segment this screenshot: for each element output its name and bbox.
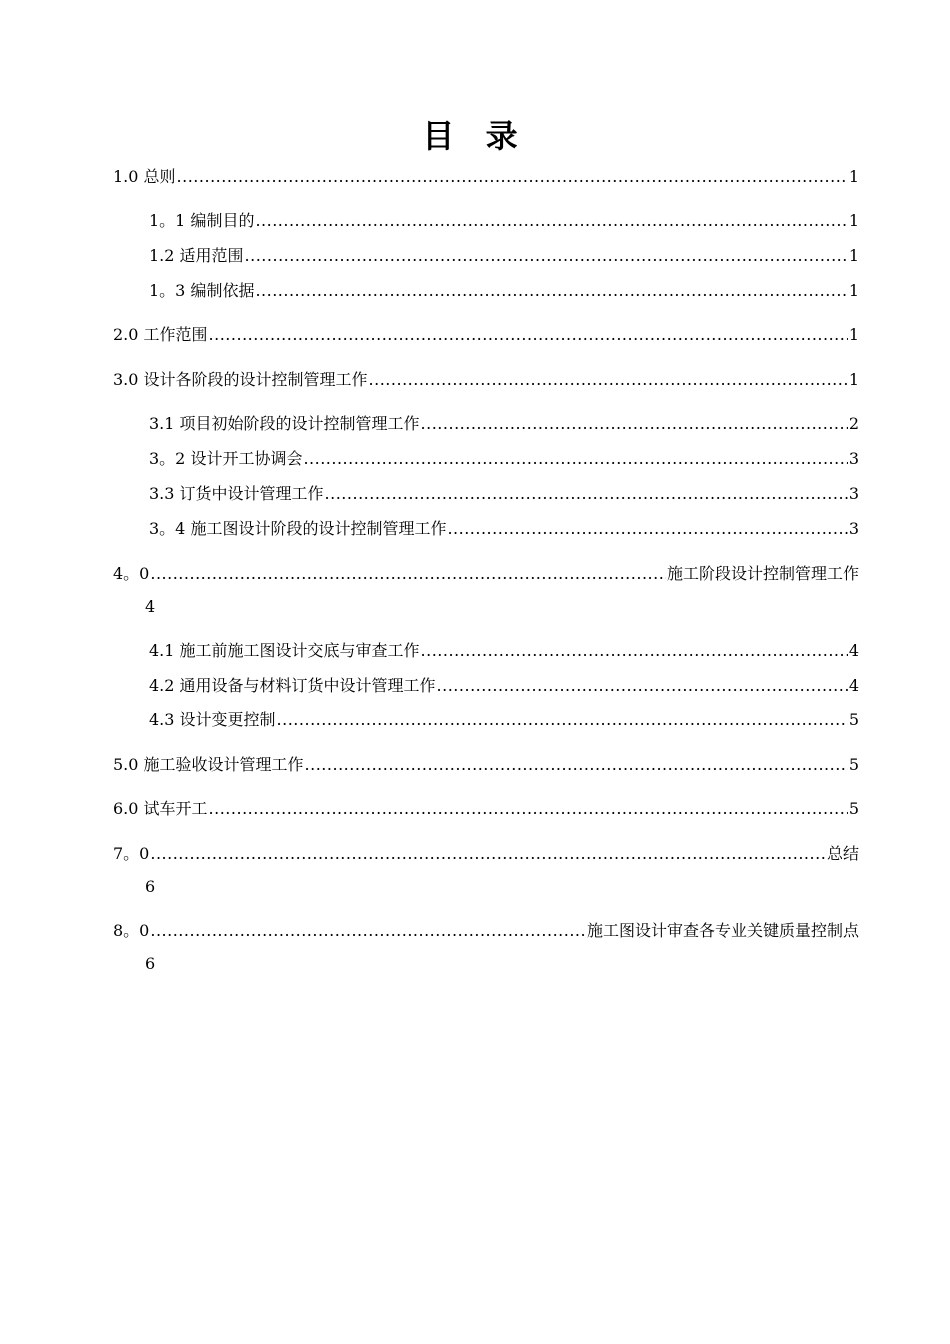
toc-entry-label: 1.2 适用范围 bbox=[149, 246, 244, 265]
toc-leader-dots bbox=[255, 210, 847, 232]
toc-entry-trailing-text: 施工图设计审查各专业关键质量控制点 bbox=[586, 921, 859, 940]
toc-entry-level1[interactable] bbox=[113, 798, 859, 820]
toc-entry-label: 4.1 施工前施工图设计交底与审查工作 bbox=[149, 641, 420, 660]
toc-leader-dots bbox=[150, 843, 826, 865]
toc-leader-dots bbox=[177, 166, 848, 188]
toc-entry-label: 4.2 通用设备与材料订货中设计管理工作 bbox=[149, 676, 436, 695]
toc-entry-label: 1。1 编制目的 bbox=[149, 211, 255, 230]
toc-entry-level2[interactable] bbox=[149, 245, 859, 267]
toc-entry-page: 1 bbox=[848, 211, 859, 230]
toc-leader-dots bbox=[447, 518, 847, 540]
toc-entry-label: 7。0 bbox=[113, 844, 150, 863]
toc-entry-level2[interactable] bbox=[149, 709, 859, 731]
toc-entry-level1[interactable] bbox=[113, 754, 859, 776]
toc-leader-dots bbox=[255, 280, 847, 302]
toc-leader-dots bbox=[421, 640, 848, 662]
toc-leader-dots bbox=[277, 709, 848, 731]
toc-entry-level1[interactable] bbox=[113, 369, 859, 391]
toc-entry-label: 6.0 试车开工 bbox=[113, 799, 208, 818]
toc-entry-level2[interactable] bbox=[149, 518, 859, 540]
toc-entry-level2[interactable] bbox=[149, 448, 859, 470]
toc-entry-label: 3。4 施工图设计阶段的设计控制管理工作 bbox=[149, 519, 447, 538]
toc-entry-page: 4 bbox=[848, 641, 859, 660]
toc-entry-page: 4 bbox=[145, 597, 156, 616]
toc-entry-label: 3.1 项目初始阶段的设计控制管理工作 bbox=[149, 414, 420, 433]
toc-entry-page: 5 bbox=[848, 799, 859, 818]
toc-entry-level2[interactable] bbox=[149, 675, 859, 697]
toc-entry-level1[interactable] bbox=[113, 843, 859, 865]
toc-entry-label: 1.0 总则 bbox=[113, 167, 176, 186]
toc-leader-dots bbox=[209, 798, 848, 820]
toc-entry-level2[interactable] bbox=[149, 483, 859, 505]
page-title: 目 录 bbox=[422, 117, 528, 155]
toc-entry-page: 1 bbox=[848, 167, 859, 186]
toc-entry-page: 3 bbox=[848, 484, 859, 503]
toc-entry-label: 3。2 设计开工协调会 bbox=[149, 449, 303, 468]
toc-leader-dots bbox=[421, 413, 848, 435]
toc-entry-page: 3 bbox=[848, 449, 859, 468]
toc-entry-label: 8。0 bbox=[113, 921, 150, 940]
toc-entry-page: 5 bbox=[848, 755, 859, 774]
toc-entry-level1[interactable] bbox=[113, 563, 859, 585]
toc-entry-level2[interactable] bbox=[149, 413, 859, 435]
toc-leader-dots bbox=[209, 324, 848, 346]
toc-leader-dots bbox=[245, 245, 848, 267]
toc-entry-label: 3.3 订货中设计管理工作 bbox=[149, 484, 324, 503]
toc-leader-dots bbox=[150, 563, 666, 585]
toc-entry-page: 1 bbox=[848, 370, 859, 389]
toc-entry-label: 4.3 设计变更控制 bbox=[149, 710, 276, 729]
toc-entry-page: 4 bbox=[848, 676, 859, 695]
toc-entry-label: 1。3 编制依据 bbox=[149, 281, 255, 300]
toc-entry-label: 2.0 工作范围 bbox=[113, 325, 208, 344]
toc-leader-dots bbox=[303, 448, 847, 470]
toc-leader-dots bbox=[369, 369, 848, 391]
toc-entry-level2[interactable] bbox=[149, 280, 859, 302]
toc-entry-page: 6 bbox=[145, 877, 156, 896]
toc-entry-page: 1 bbox=[848, 246, 859, 265]
toc-leader-dots bbox=[305, 754, 848, 776]
toc-entry-label: 3.0 设计各阶段的设计控制管理工作 bbox=[113, 370, 368, 389]
toc-entry-level1[interactable] bbox=[113, 324, 859, 346]
toc-entry-trailing-text: 总结 bbox=[826, 844, 859, 863]
toc-leader-dots bbox=[150, 920, 586, 942]
toc-leader-dots bbox=[437, 675, 848, 697]
toc-entry-level2[interactable] bbox=[149, 640, 859, 662]
toc-entry-page: 3 bbox=[848, 519, 859, 538]
toc-entry-page: 5 bbox=[848, 710, 859, 729]
toc-entry-label: 5.0 施工验收设计管理工作 bbox=[113, 755, 304, 774]
toc-leader-dots bbox=[325, 483, 848, 505]
toc-entry-level1[interactable] bbox=[113, 920, 859, 942]
toc-entry-level1[interactable] bbox=[113, 166, 859, 188]
toc-entry-label: 4。0 bbox=[113, 564, 150, 583]
toc-entry-page: 1 bbox=[848, 281, 859, 300]
toc-entry-page: 6 bbox=[145, 954, 156, 973]
toc-entry-trailing-text: 施工阶段设计控制管理工作 bbox=[666, 564, 859, 583]
toc-entry-page: 2 bbox=[848, 414, 859, 433]
toc-entry-page: 1 bbox=[848, 325, 859, 344]
toc-entry-level2[interactable] bbox=[149, 210, 859, 232]
